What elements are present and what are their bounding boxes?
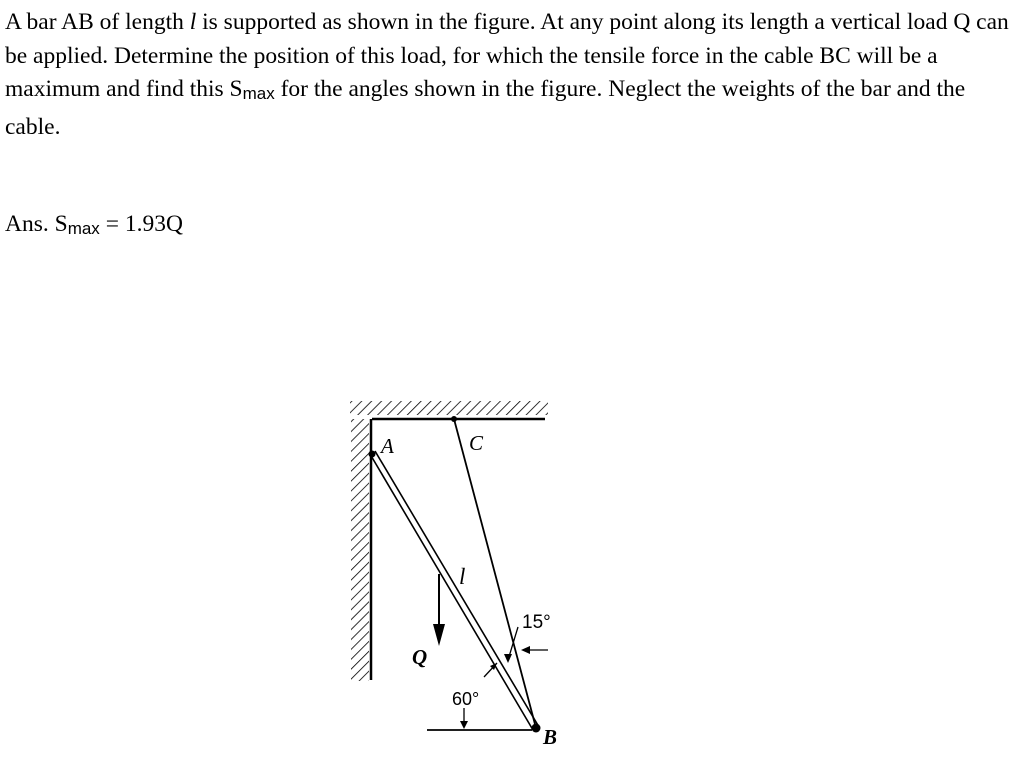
problem-text-part-3: for the angles shown in the figure. Neglect the weights of the bar and the cable. (5, 76, 966, 140)
pin-c (451, 416, 457, 422)
length-symbol: l (189, 9, 197, 35)
problem-text-part-1: A bar AB of length (5, 9, 190, 35)
ceiling-support (350, 401, 548, 419)
problem-text-part-2: is supported as shown in the figure. At any point along its length a vertical load Q can be applied. Determine the position of this load, for which the tensile force in the cable BC will be a maximum and find this S (5, 9, 1009, 102)
label-b: B (543, 725, 558, 749)
answer-prefix: Ans. S (5, 211, 68, 237)
cable-bc (454, 419, 536, 728)
pin-b (532, 724, 541, 733)
label-angle-60: 60° (452, 689, 480, 709)
label-load: Q (412, 645, 428, 669)
max-subscript: max (242, 84, 275, 103)
wall-support (351, 419, 371, 681)
label-c: C (469, 431, 484, 455)
answer-value: = 1.93Q (99, 211, 183, 237)
pin-a (369, 451, 376, 458)
label-angle-15: 15° (522, 612, 551, 633)
load-arrow (433, 574, 445, 646)
answer-subscript: max (67, 219, 100, 238)
label-length: l (459, 564, 466, 589)
label-a: A (381, 434, 394, 458)
